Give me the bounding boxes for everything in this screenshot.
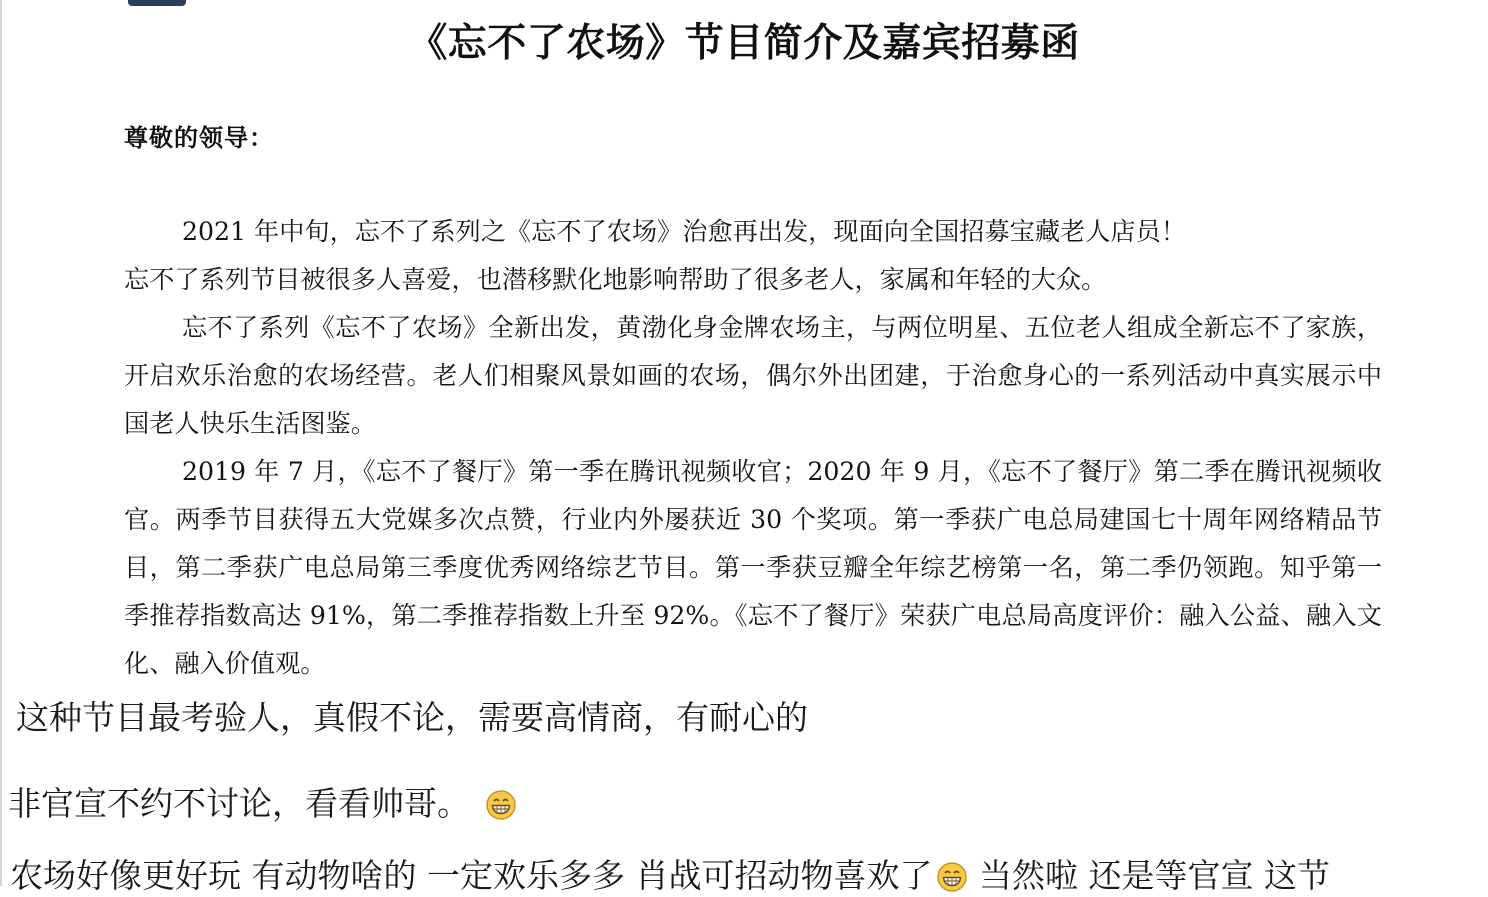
comment-text: 非官宣不约不讨论，看看帅哥。 [8, 784, 470, 823]
paragraph-4: 2019 年 7 月，《忘不了餐厅》第一季在腾讯视频收官；2020 年 9 月，《忘不了餐厅》第二季在腾讯视频收官。两季节目获得五大党媒多次点赞，行业内外屡获近 30 个奖项。第一季获广电总局建国七十周年网络精品节目，第二季获广电总局第三季度优秀网络综艺节目。第一季获豆瓣全年综艺榜第一名，第二季仍领跑。知乎第一季推荐指数高达 91%，第二季推荐指数上升至 92%。《忘不了餐厅》荣获广电总局高度评价：融入公益、融入文化、融入价值观。 [124, 457, 1382, 678]
paragraph-3: 忘不了系列《忘不了农场》全新出发，黄渤化身金牌农场主，与两位明星、五位老人组成全新忘不了家族，开启欢乐治愈的农场经营。老人们相聚风景如画的农场，偶尔外出团建，于治愈身心的一系列活动中真实展示中国老人快乐生活图鉴。 [124, 313, 1382, 438]
comment-2 [8, 778, 517, 825]
comment-text-after: 当然啦 还是等官宣 这节 [968, 856, 1330, 895]
paragraph-2: 忘不了系列节目被很多人喜爱，也潜移默化地影响帮助了很多老人，家属和年轻的大众。 [124, 265, 1107, 294]
grinning-emoji-icon [936, 861, 968, 893]
document-title: 《忘不了农场》节目简介及嘉宾招募函 [408, 21, 1080, 66]
left-border [0, 0, 2, 886]
paragraph-1: 2021 年中旬，忘不了系列之《忘不了农场》治愈再出发，现面向全国招募宝藏老人店员！ [181, 217, 1186, 246]
comment-text-before: 农场好像更好玩 有动物啥的 一定欢乐多多 肖战可招动物喜欢了 [10, 856, 933, 895]
comment-1 [16, 692, 808, 739]
grinning-emoji-icon [485, 789, 517, 821]
header-logo [128, 0, 186, 6]
comment-text: 这种节目最考验人，真假不论，需要高情商，有耐心的 [16, 698, 808, 737]
letter-body [124, 208, 1382, 688]
comment-3 [10, 850, 1330, 897]
salutation: 尊敬的领导： [124, 123, 274, 152]
